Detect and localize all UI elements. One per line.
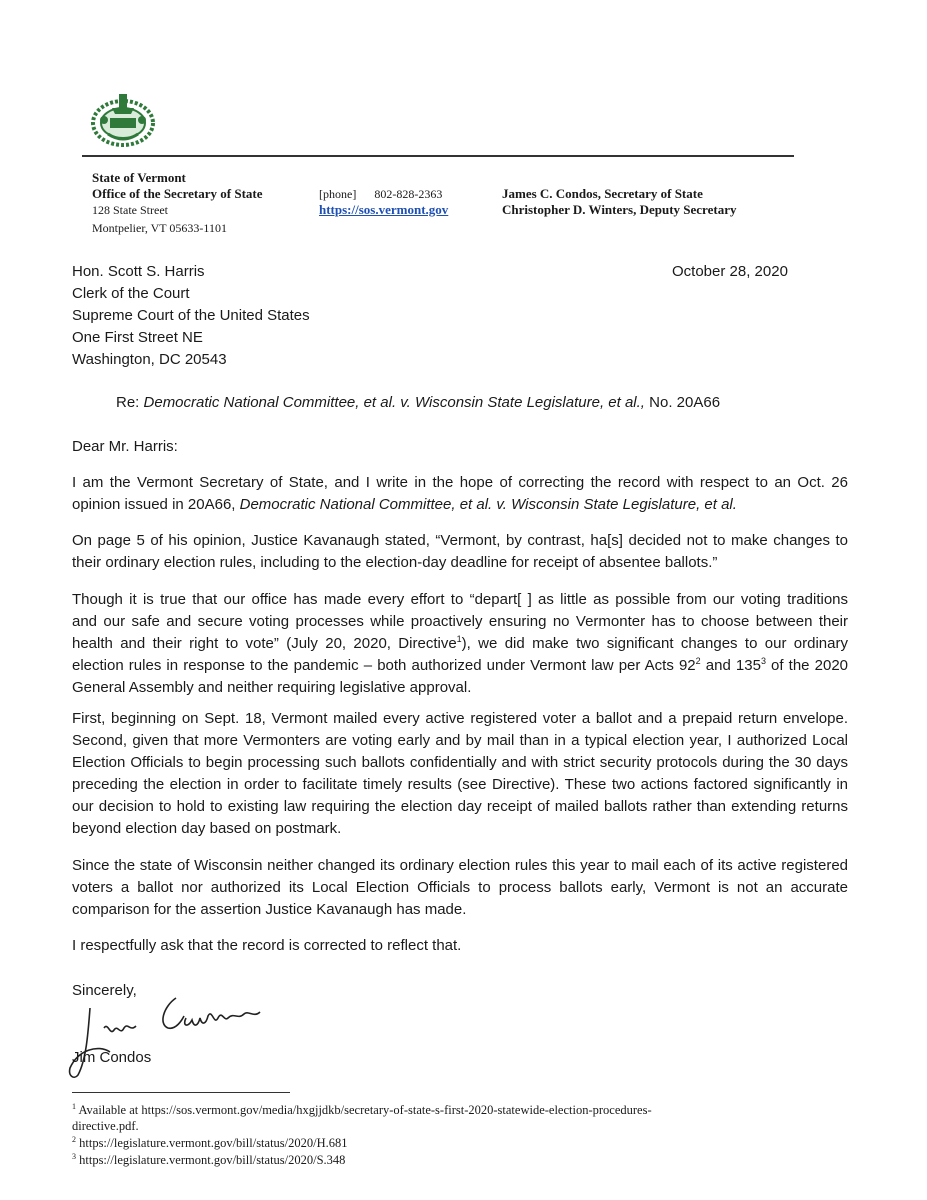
phone-label: [phone] bbox=[319, 187, 357, 201]
state-name: State of Vermont bbox=[92, 170, 186, 185]
recipient-org: Supreme Court of the United States bbox=[72, 307, 310, 324]
recipient-title: Clerk of the Court bbox=[72, 285, 190, 302]
deputy-name: Christopher D. Winters, Deputy Secretary bbox=[502, 202, 737, 217]
recipient-city: Washington, DC 20543 bbox=[72, 351, 227, 368]
closing: Sincerely, bbox=[72, 982, 137, 999]
signature-name: Jim Condos bbox=[72, 1049, 152, 1066]
paragraph-6: I respectfully ask that the record is corrected to reflect that. bbox=[72, 937, 462, 954]
footnote-3: $^3$ https://legislature.vermont.gov/bill/status/2020/S.348 bbox=[72, 1151, 346, 1167]
letterhead-contact bbox=[319, 186, 448, 218]
paragraph-2: On page 5 of his opinion, Justice Kavanaugh stated, “Vermont, by contrast, ha[s] decided not to make changes to their ordinary election rules, including to the election-day deadline for receipt of absentee ballots.” bbox=[72, 532, 848, 571]
footnote-ref-2: 2 bbox=[695, 656, 701, 666]
vermont-seal-icon bbox=[90, 90, 156, 148]
letterhead-office bbox=[92, 170, 263, 236]
re-case-number: No. 20A66 bbox=[644, 394, 721, 411]
letterhead-divider bbox=[82, 155, 794, 157]
recipient-name: Hon. Scott S. Harris bbox=[72, 263, 205, 280]
handwritten-signature bbox=[48, 980, 278, 1090]
footnote-1-cont: directive.pdf. bbox=[72, 1119, 139, 1133]
paragraph-4: First, beginning on Sept. 18, Vermont mailed every active registered voter a ballot and a prepaid return envelope. Second, given that more Vermonters are voting early and by mail than in a typical election year, I authorized Local Election Officials to begin processing such ballots confidentially and with strict security protocols during the 30 days preceding the election in order to facilitate timely results (see Directive). These two actions factored significantly in our decision to hold to existing law requiring the election day receipt of mailed ballots rather than extending returns beyond election day based on postmark. bbox=[72, 710, 848, 837]
letterhead-officials bbox=[502, 186, 736, 218]
footnote-ref-3: 3 bbox=[760, 656, 766, 666]
paragraph-5: Since the state of Wisconsin neither changed its ordinary election rules this year to mail each of its active registered voters a ballot nor authorized its Local Election Officials to process ballots early, Vermont is not an accurate comparison for the assertion Justice Kavanaugh has made. bbox=[72, 857, 848, 918]
phone-number: 802-828-2363 bbox=[374, 187, 443, 201]
letter-date: October 28, 2020 bbox=[672, 263, 788, 280]
footnote-1: $^1$ Available at https://sos.vermont.gov/media/hxgjjdkb/secretary-of-state-s-first-2020-statewide-election-procedures- bbox=[72, 1101, 652, 1117]
footnote-divider bbox=[72, 1092, 290, 1093]
office-street: 128 State Street bbox=[92, 203, 168, 217]
re-line: Re: Democratic National Committee, et al. v. Wisconsin State Legislature, et al., No. 20A66 bbox=[116, 394, 721, 411]
office-name: Office of the Secretary of State bbox=[92, 186, 263, 201]
website-link[interactable]: https://sos.vermont.gov bbox=[319, 202, 449, 217]
paragraph-3: Though it is true that our office has made every effort to “depart[ ] as little as possible from our voting traditions and our safe and secure voting processes while proactively ensuring no Vermonter has to choose between their health and their right to vote” (July 20, 2020, Directive$^1$), we did make two significant changes to our ordinary election rules in response to the pandemic – both authorized under Vermont law per Acts $92^2$ and $135^3$ of the 2020 General Assembly and neither requiring legislative approval. bbox=[72, 591, 849, 696]
salutation: Dear Mr. Harris: bbox=[72, 438, 178, 455]
footnote-2: $^2$ https://legislature.vermont.gov/bill/status/2020/H.681 bbox=[72, 1134, 348, 1150]
footnote-ref-1: 1 bbox=[456, 634, 462, 644]
recipient-street: One First Street NE bbox=[72, 329, 203, 346]
secretary-name: James C. Condos, Secretary of State bbox=[502, 186, 703, 201]
paragraph-1: I am the Vermont Secretary of State, and I write in the hope of correcting the record with respect to an Oct. 26 opinion issued in 20A66, Democratic National Committee, et al. v. Wisconsin State Legislature, et al. bbox=[72, 474, 848, 513]
re-case-title: Democratic National Committee, et al. v. Wisconsin State Legislature, et al., bbox=[143, 394, 645, 411]
office-city: Montpelier, VT 05633-1101 bbox=[92, 221, 227, 235]
